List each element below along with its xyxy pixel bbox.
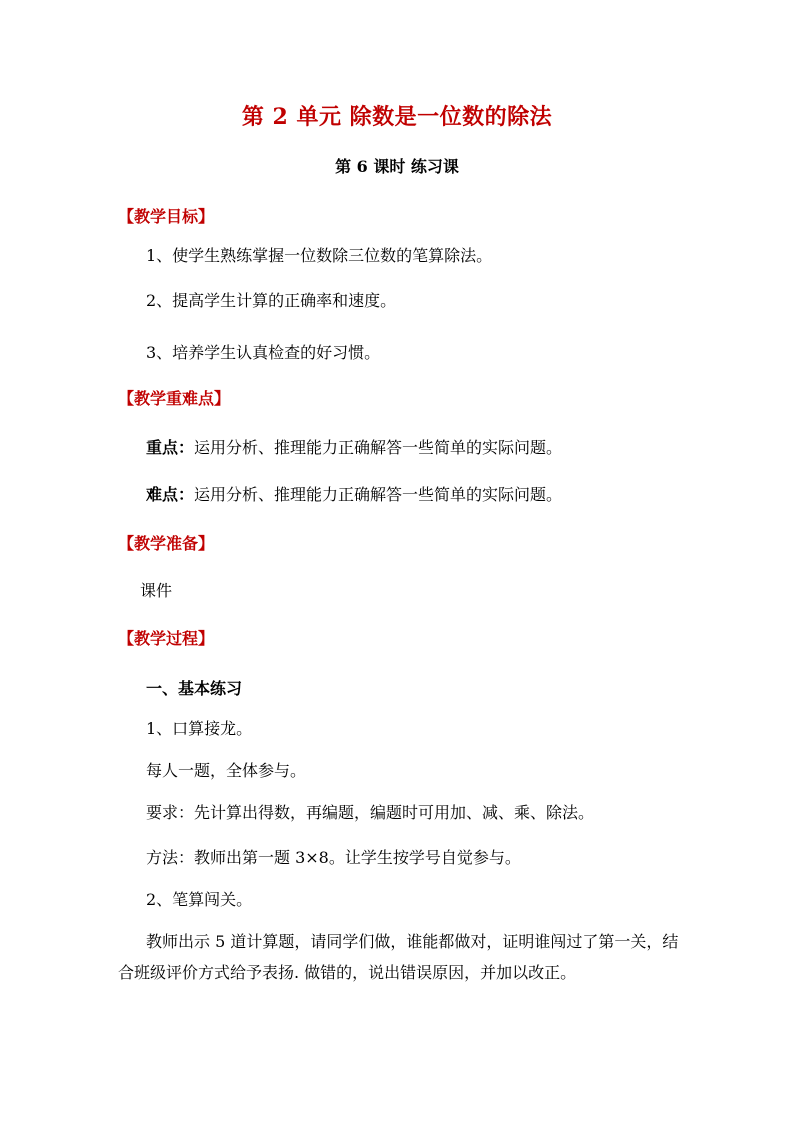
key-point-line xyxy=(146,435,562,458)
process-line-4: 方法：教师出第一题 3×8。让学生按学号自觉参与。 xyxy=(146,848,521,867)
preparation-text: 课件 xyxy=(140,581,173,600)
section-heading-key-points: 【教学重难点】 xyxy=(118,389,231,408)
section-heading-preparation: 【教学准备】 xyxy=(118,534,215,553)
key-point-text: 运用分析、推理能力正确解答一些简单的实际问题。 xyxy=(194,438,563,457)
process-line-5: 2、笔算闯关。 xyxy=(146,890,253,909)
key-point-label: 重点： xyxy=(146,438,195,457)
process-line-1: 1、口算接龙。 xyxy=(146,719,253,738)
document-title: 第 2 单元 除数是一位数的除法 xyxy=(241,104,553,130)
difficult-point-text: 运用分析、推理能力正确解答一些简单的实际问题。 xyxy=(194,485,563,504)
goal-item-3: 3、培养学生认真检查的好习惯。 xyxy=(146,343,381,362)
process-line-2: 每人一题，全体参与。 xyxy=(146,761,307,780)
process-line-3: 要求：先计算出得数，再编题，编题时可用加、减、乘、除法。 xyxy=(146,803,595,822)
difficult-point-line xyxy=(146,482,562,505)
section-heading-goals: 【教学目标】 xyxy=(118,207,215,226)
process-part1-title: 一、基本练习 xyxy=(146,679,243,698)
goal-item-1: 1、使学生熟练掌握一位数除三位数的笔算除法。 xyxy=(146,246,493,265)
goal-item-2: 2、提高学生计算的正确率和速度。 xyxy=(146,291,397,310)
difficult-point-label: 难点： xyxy=(146,485,195,504)
process-paragraph: 教师出示 5 道计算题，请同学们做，谁能都做对，证明谁闯过了第一关，结合班级评价方式给予表扬. 做错的，说出错误原因，并加以改正。 xyxy=(118,932,679,982)
lesson-subtitle: 第 6 课时 练习课 xyxy=(335,157,459,176)
section-heading-process: 【教学过程】 xyxy=(118,629,215,648)
